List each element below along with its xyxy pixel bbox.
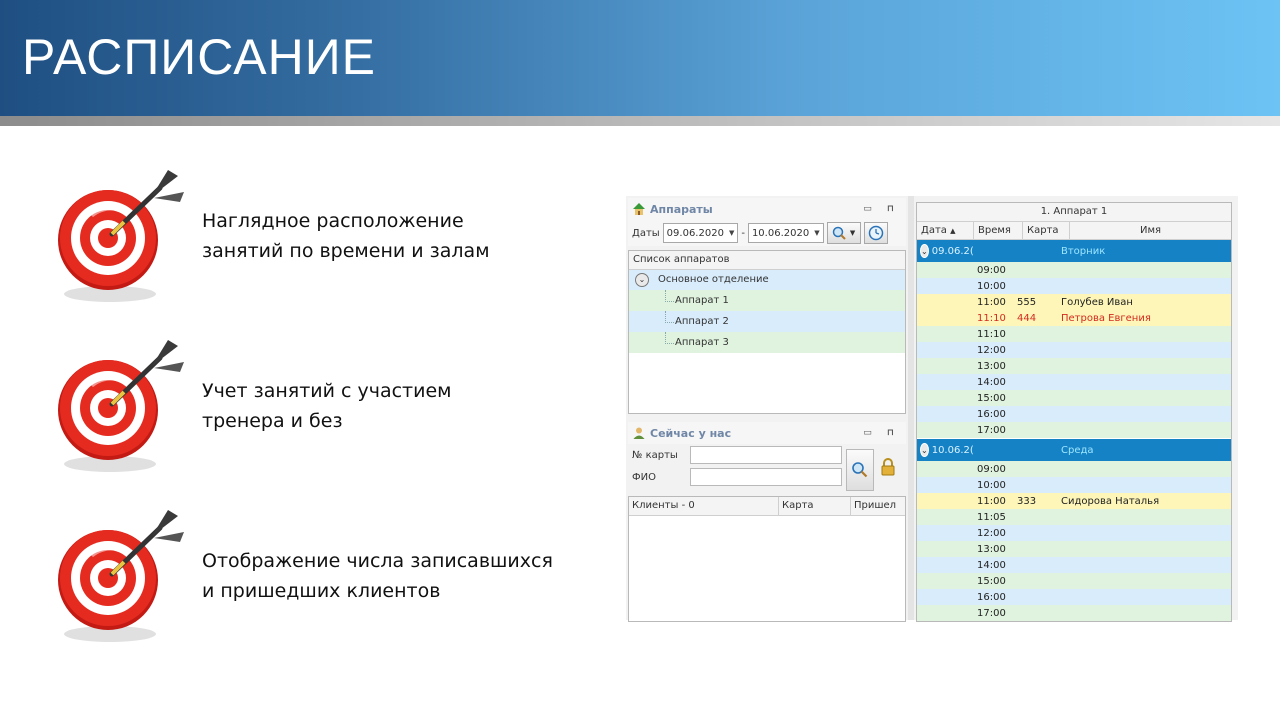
cell-time: 15:00 xyxy=(977,575,1006,587)
bullet-text xyxy=(202,206,490,266)
day-date: 10.06.2( xyxy=(931,444,974,456)
day-weekday: Среда xyxy=(1061,444,1094,456)
schedule-row[interactable] xyxy=(917,422,1231,438)
cell-time: 13:00 xyxy=(977,543,1006,555)
tree-item-apparatus-3[interactable] xyxy=(629,332,905,353)
cell-time: 11:00 xyxy=(977,495,1006,507)
cell-time: 11:10 xyxy=(977,312,1006,324)
schedule-row[interactable] xyxy=(917,589,1231,605)
now-panel xyxy=(628,422,906,488)
date-to-value: 10.06.2020 xyxy=(751,227,810,239)
day-group-row[interactable] xyxy=(917,439,1231,461)
day-weekday: Вторник xyxy=(1061,245,1106,257)
panel-window-buttons[interactable]: ▭ ⊓ xyxy=(863,204,900,214)
schedule-row[interactable] xyxy=(917,573,1231,589)
search-button[interactable] xyxy=(827,222,861,244)
dart-target-icon xyxy=(52,166,192,306)
schedule-row[interactable] xyxy=(917,326,1231,342)
schedule-row[interactable] xyxy=(917,493,1231,509)
now-panel-header xyxy=(628,422,906,444)
schedule-row[interactable] xyxy=(917,390,1231,406)
schedule-row[interactable] xyxy=(917,477,1231,493)
apparatus-panel-title: Аппараты xyxy=(650,202,713,216)
cell-card: 555 xyxy=(1017,296,1037,308)
cell-time: 11:05 xyxy=(977,511,1006,523)
collapse-icon[interactable]: ⌄ xyxy=(920,443,929,457)
column-arrived[interactable]: Пришел xyxy=(854,500,897,511)
date-from-value: 09.06.2020 xyxy=(666,227,724,239)
tree-department-row[interactable] xyxy=(629,270,905,290)
cell-card: 444 xyxy=(1017,312,1037,324)
bullet-line-2: занятий по времени и залам xyxy=(202,240,490,262)
schedule-grid xyxy=(916,202,1232,622)
home-icon xyxy=(632,202,646,216)
search-icon xyxy=(851,461,869,479)
tree-connector xyxy=(665,332,674,344)
sort-up-icon: ▲ xyxy=(950,227,956,235)
search-icon xyxy=(832,226,848,240)
column-clients[interactable]: Клиенты - 0 xyxy=(629,497,779,515)
panel-window-buttons[interactable]: ▭ ⊓ xyxy=(863,428,900,438)
bullet-2 xyxy=(52,336,612,476)
schedule-row[interactable] xyxy=(917,342,1231,358)
bullet-line-1: Отображение числа записавшихся xyxy=(202,550,553,572)
day-date: 09.06.2( xyxy=(931,245,974,257)
tree-item-apparatus-2[interactable] xyxy=(629,311,905,332)
chevron-down-icon[interactable]: ▼ xyxy=(728,229,735,237)
bullet-line-2: и пришедших клиентов xyxy=(202,580,441,602)
schedule-header xyxy=(917,222,1231,240)
date-to-picker[interactable] xyxy=(748,223,824,243)
header-underline xyxy=(0,116,1280,126)
user-icon xyxy=(632,426,646,440)
cell-time: 14:00 xyxy=(977,376,1006,388)
apparatus-panel xyxy=(628,198,906,348)
cell-time: 15:00 xyxy=(977,392,1006,404)
tree-item-label: Аппарат 2 xyxy=(675,316,729,327)
cell-time: 12:00 xyxy=(977,344,1006,356)
schedule-row[interactable] xyxy=(917,525,1231,541)
schedule-row[interactable] xyxy=(917,310,1231,326)
column-date-label: Дата xyxy=(921,225,947,236)
tree-connector xyxy=(665,290,674,302)
bullet-line-1: Учет занятий с участием xyxy=(202,380,452,402)
schedule-row[interactable] xyxy=(917,461,1231,477)
chevron-down-icon[interactable]: ▼ xyxy=(814,229,820,237)
tree-item-label: Аппарат 3 xyxy=(675,337,729,348)
schedule-row[interactable] xyxy=(917,278,1231,294)
cell-time: 16:00 xyxy=(977,591,1006,603)
bullet-text xyxy=(202,546,553,606)
day-group-row[interactable] xyxy=(917,240,1231,262)
dates-row xyxy=(628,220,906,246)
full-name-label: ФИО xyxy=(632,471,656,483)
lock-icon[interactable] xyxy=(880,458,896,476)
schedule-row[interactable] xyxy=(917,541,1231,557)
schedule-row[interactable] xyxy=(917,605,1231,621)
date-from-picker[interactable] xyxy=(663,223,739,243)
slide-title: РАСПИСАНИЕ xyxy=(22,29,376,85)
tree-connector xyxy=(665,311,674,323)
bullet-line-1: Наглядное расположение xyxy=(202,210,464,232)
find-client-button[interactable] xyxy=(846,449,874,491)
schedule-row[interactable] xyxy=(917,358,1231,374)
cell-time: 17:00 xyxy=(977,424,1006,436)
bullet-1 xyxy=(52,166,612,306)
cell-time: 10:00 xyxy=(977,280,1006,292)
schedule-title: 1. Аппарат 1 xyxy=(917,203,1231,222)
clients-table-header xyxy=(629,497,905,516)
collapse-icon[interactable]: ⌄ xyxy=(635,273,649,287)
cell-time: 17:00 xyxy=(977,607,1006,619)
column-time[interactable]: Время xyxy=(974,222,1023,239)
date-separator: - xyxy=(741,227,745,239)
schedule-row[interactable] xyxy=(917,509,1231,525)
cell-name: Сидорова Наталья xyxy=(1061,495,1160,507)
cell-card: 333 xyxy=(1017,495,1037,507)
schedule-row[interactable] xyxy=(917,262,1231,278)
column-date[interactable] xyxy=(917,222,974,239)
department-label: Основное отделение xyxy=(658,274,769,285)
card-number-label: № карты xyxy=(632,449,678,461)
clock-button[interactable] xyxy=(864,222,888,244)
cell-time: 14:00 xyxy=(977,559,1006,571)
apparatus-list-header: Список аппаратов xyxy=(629,251,905,270)
dart-target-icon xyxy=(52,336,192,476)
column-card[interactable]: Карта xyxy=(1023,222,1070,239)
pane-splitter[interactable] xyxy=(908,196,914,620)
cell-time: 11:10 xyxy=(977,328,1006,340)
collapse-icon[interactable]: ⌄ xyxy=(920,244,929,258)
cell-name: Петрова Евгения xyxy=(1061,312,1151,324)
cell-time: 09:00 xyxy=(977,463,1006,475)
app-screenshot xyxy=(626,196,1238,620)
dates-label: Даты xyxy=(632,227,660,239)
schedule-row[interactable] xyxy=(917,406,1231,422)
clock-icon xyxy=(868,225,884,241)
apparatus-list xyxy=(628,250,906,414)
cell-time: 10:00 xyxy=(977,479,1006,491)
cell-name: Голубев Иван xyxy=(1061,296,1133,308)
cell-time: 09:00 xyxy=(977,264,1006,276)
dart-target-icon xyxy=(52,506,192,646)
card-number-input[interactable] xyxy=(690,446,842,464)
schedule-row[interactable] xyxy=(917,294,1231,310)
cell-time: 11:00 xyxy=(977,296,1006,308)
schedule-row[interactable] xyxy=(917,374,1231,390)
full-name-input[interactable] xyxy=(690,468,842,486)
cell-time: 12:00 xyxy=(977,527,1006,539)
cell-time: 13:00 xyxy=(977,360,1006,372)
clients-table xyxy=(628,496,906,622)
column-card[interactable]: Карта xyxy=(779,497,851,515)
schedule-row[interactable] xyxy=(917,557,1231,573)
cell-time: 16:00 xyxy=(977,408,1006,420)
column-name[interactable]: Имя xyxy=(1139,225,1162,236)
chevron-down-icon: ▼ xyxy=(849,229,856,237)
bullet-line-2: тренера и без xyxy=(202,410,343,432)
tree-item-label: Аппарат 1 xyxy=(675,295,729,306)
bullet-3 xyxy=(52,506,612,646)
slide-header xyxy=(0,0,1280,116)
apparatus-panel-header xyxy=(628,198,906,220)
now-panel-title: Сейчас у нас xyxy=(650,426,732,440)
bullet-text xyxy=(202,376,452,436)
tree-item-apparatus-1[interactable] xyxy=(629,290,905,311)
